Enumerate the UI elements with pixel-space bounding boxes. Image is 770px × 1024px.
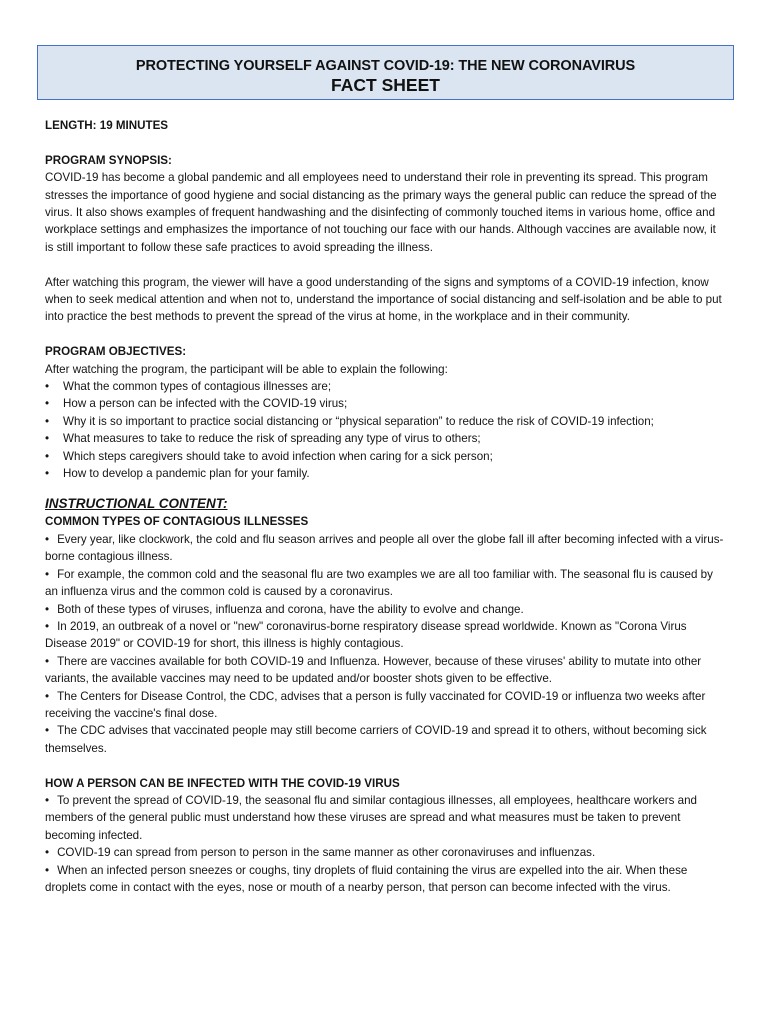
contagious-illnesses-list bbox=[45, 531, 725, 757]
bullet-icon: • bbox=[45, 863, 50, 877]
bullet-icon: • bbox=[45, 846, 50, 860]
document-subtitle: FACT SHEET bbox=[331, 75, 440, 95]
bullet-icon: • bbox=[45, 449, 50, 463]
list-item: • For example, the common cold and the seasonal flu are two examples we are all too familiar with. The seasonal flu is caused by an influenza virus and the common cold is caused by a coronavirus. bbox=[45, 567, 713, 599]
bullet-icon: • bbox=[45, 397, 50, 411]
objective-item: • Which steps caregivers should take to avoid infection when caring for a sick person; bbox=[45, 448, 725, 465]
how-infected-list bbox=[45, 792, 725, 896]
objective-item: • How a person can be infected with the COVID-19 virus; bbox=[45, 395, 725, 412]
list-item: • The Centers for Disease Control, the CDC, advises that a person is fully vaccinated for COVID-19 or influenza two weeks after receiving the vaccine's final dose. bbox=[45, 689, 706, 720]
synopsis-paragraph-2: After watching this program, the viewer will have a good understanding of the signs and symptoms of a COVID-19 infection, know when to seek medical attention and when not to, understand the importance of social distancing and self-isolation and be able to put into practice the best methods to prevent the spread of the virus at home, in the workplace and in their community. bbox=[45, 275, 722, 324]
bullet-icon: • bbox=[45, 380, 50, 394]
list-item: • There are vaccines available for both COVID-19 and Influenza. However, because of these viruses' ability to mutate into other variants, the available vaccines may need to be updated and/or booster shots given to be effective. bbox=[45, 654, 702, 686]
objectives-list bbox=[45, 378, 725, 482]
bullet-icon: • bbox=[45, 654, 50, 668]
list-item: • COVID-19 can spread from person to person in the same manner as other coronaviruses and influenzas. bbox=[45, 846, 596, 860]
bullet-icon: • bbox=[45, 689, 50, 703]
list-item: • The CDC advises that vaccinated people may still become carriers of COVID-19 and spread it to others, without becoming sick themselves. bbox=[45, 724, 707, 755]
program-length: LENGTH: 19 MINUTES bbox=[45, 119, 169, 132]
bullet-icon: • bbox=[45, 414, 50, 428]
objectives-intro: After watching the program, the participant will be able to explain the following: bbox=[45, 362, 448, 376]
list-item: • To prevent the spread of COVID-19, the seasonal flu and similar contagious illnesses, all employees, healthcare workers and members of the general public must understand how these viruses are spread and what measures must be taken to prevent becoming infected. bbox=[45, 793, 697, 842]
bullet-icon: • bbox=[45, 602, 50, 616]
synopsis-heading: PROGRAM SYNOPSIS: bbox=[45, 153, 172, 167]
list-item: • In 2019, an outbreak of a novel or "new" coronavirus-borne respiratory disease spread worldwide. Known as "Corona Virus Disease 2019" or COVID-19 for short, this illness is highly contagious. bbox=[45, 619, 687, 651]
objective-item: • Why it is so important to practice social distancing or “physical separation” to reduce the risk of COVID-19 infection; bbox=[45, 413, 725, 430]
bullet-icon: • bbox=[45, 432, 50, 446]
list-item: • Both of these types of viruses, influenza and corona, have the ability to evolve and change. bbox=[45, 602, 524, 616]
section-heading-how-infected: HOW A PERSON CAN BE INFECTED WITH THE COVID-19 VIRUS bbox=[45, 776, 400, 790]
objective-item: • How to develop a pandemic plan for your family. bbox=[45, 465, 725, 482]
list-item: • Every year, like clockwork, the cold and flu season arrives and people all over the globe fall ill after becoming infected with a virus-borne contagious illness. bbox=[45, 532, 724, 564]
objective-item: • What the common types of contagious illnesses are; bbox=[45, 378, 725, 395]
section-heading-contagious-illnesses: COMMON TYPES OF CONTAGIOUS ILLNESSES bbox=[45, 515, 309, 529]
list-item: • When an infected person sneezes or coughs, tiny droplets of fluid containing the virus are expelled into the air. When these droplets come in contact with the eyes, nose or mouth of a nearby person, that person can become infected with the virus. bbox=[45, 863, 688, 894]
document-body bbox=[45, 117, 725, 896]
document-title: PROTECTING YOURSELF AGAINST COVID-19: THE NEW CORONAVIRUS bbox=[135, 58, 636, 74]
title-box bbox=[37, 45, 734, 100]
bullet-icon: • bbox=[45, 467, 50, 481]
objectives-heading: PROGRAM OBJECTIVES: bbox=[45, 345, 187, 359]
objective-item: • What measures to take to reduce the risk of spreading any type of virus to others; bbox=[45, 430, 725, 447]
bullet-icon: • bbox=[45, 724, 50, 738]
bullet-icon: • bbox=[45, 532, 50, 546]
synopsis-paragraph-1: COVID-19 has become a global pandemic and all employees need to understand their role in preventing its spread. This program stresses the importance of good hygiene and social distancing as the primary ways the general public can reduce the spread of the virus. It also shows examples of frequent handwashing and the disinfecting of commonly touched items in various home, office and workplace settings and emphasizes the importance of not touching our face with our hands. Although vaccines are available now, it is still important to follow these safe practices to avoid spreading the illness. bbox=[45, 171, 717, 254]
bullet-icon: • bbox=[45, 793, 50, 807]
bullet-icon: • bbox=[45, 619, 50, 633]
bullet-icon: • bbox=[45, 567, 50, 581]
instructional-content-heading: INSTRUCTIONAL CONTENT: bbox=[45, 496, 228, 512]
